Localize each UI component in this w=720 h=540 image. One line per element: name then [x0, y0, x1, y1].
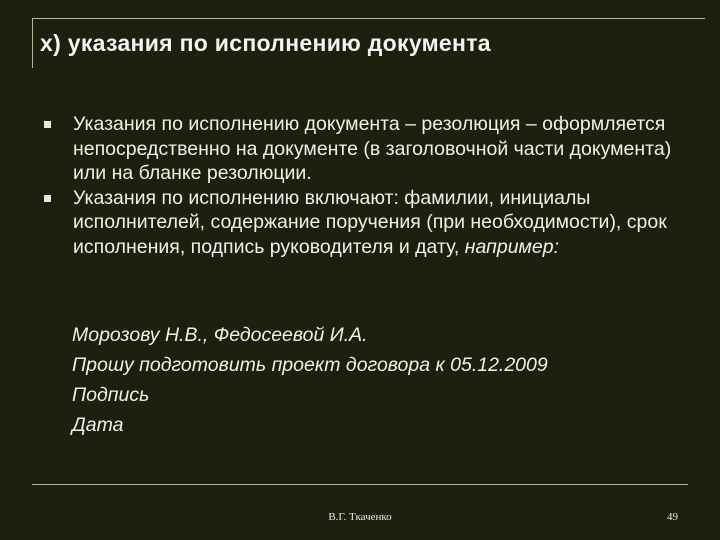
page-number: 49: [667, 511, 678, 523]
square-bullet-icon: [44, 195, 51, 202]
bullet-item: [40, 112, 690, 186]
frame-left-line: [32, 18, 33, 68]
bullet-text: Указания по исполнению включают: фамилии, инициалы исполнителей, содержание поручения (при необходимости), срок исполнения, подпись руководителя и дату,: [73, 186, 667, 258]
bullet-text: Указания по исполнению документа – резолюция – оформляется непосредственно на документе (в заголовочной части документа) или на бланке резолюции.: [73, 113, 672, 184]
bullet-emphasis: например:: [464, 235, 560, 258]
resolution-example: [72, 320, 548, 440]
example-line-signature: Подпись: [72, 384, 150, 406]
example-line-instruction: Прошу подготовить проект договора к 05.12.2009: [72, 354, 548, 376]
footer-author: В.Г. Ткаченко: [328, 511, 392, 523]
square-bullet-icon: [44, 121, 51, 128]
slide-title: х) указания по исполнению документа: [40, 30, 491, 56]
example-line-date: Дата: [72, 414, 124, 436]
frame-top-line: [32, 18, 705, 19]
example-line-executors: Морозову Н.В., Федосеевой И.А.: [72, 324, 368, 346]
frame-bottom-line: [32, 484, 688, 485]
bullet-item: [40, 186, 690, 260]
bullet-list: [40, 112, 690, 259]
